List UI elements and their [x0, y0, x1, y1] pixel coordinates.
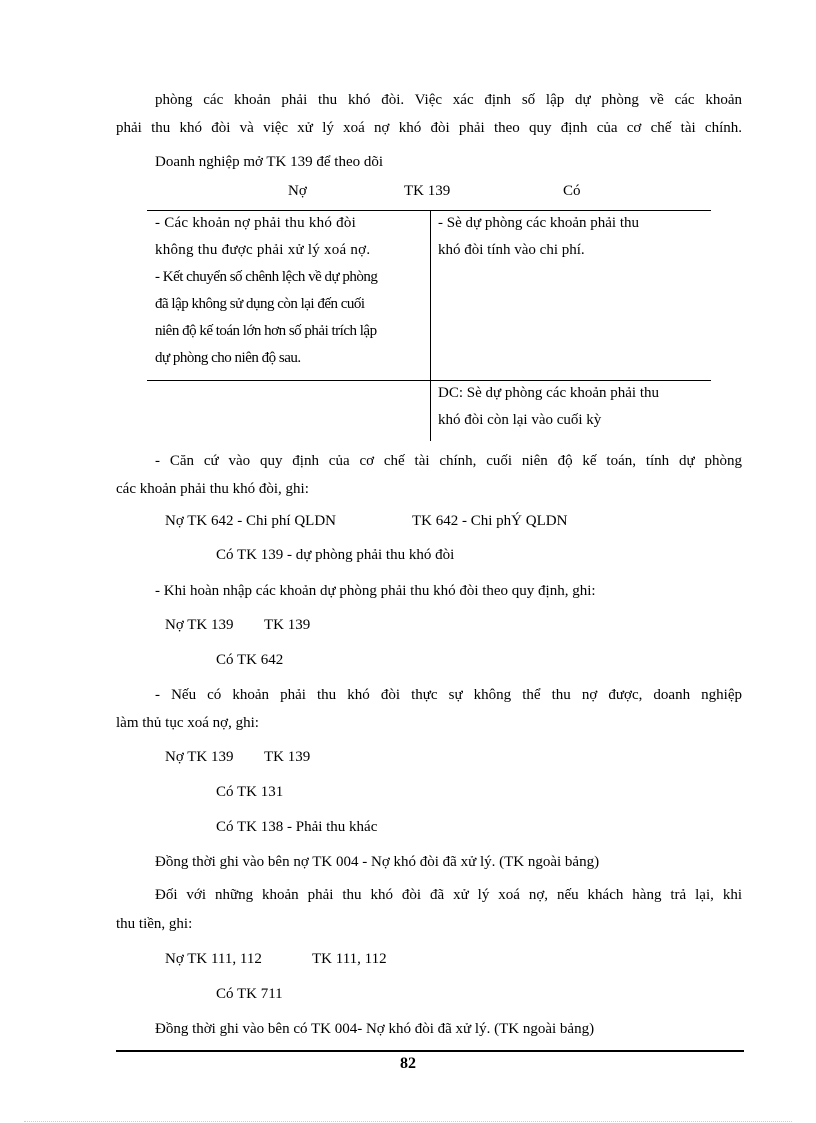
para-1-line-2: các khoản phải thu khó đòi, ghi: — [116, 481, 309, 497]
footer-rule — [116, 1050, 744, 1052]
page-number: 82 — [400, 1055, 416, 1072]
entry-4-debit: Nợ TK 111, 112 — [165, 951, 262, 967]
entry-4-alt: TK 111, 112 — [312, 951, 387, 967]
t-account-divider — [430, 210, 431, 441]
t-account-credit-side — [438, 210, 639, 264]
debit-line: niên độ kế toán lớn hơn số phải trích lập — [155, 323, 377, 339]
entry-1-credit: Có TK 139 - dự phòng phải thu khó đòi — [216, 547, 455, 563]
entry-4-credit: Có TK 711 — [216, 986, 283, 1002]
para-1-line-1: - Căn cứ vào quy định của cơ chế tài chính, cuối niên độ kế toán, tính dự phòng — [155, 453, 742, 469]
para-3-line-2: làm thủ tục xoá nợ, ghi: — [116, 715, 259, 731]
entry-2-alt: TK 139 — [264, 617, 311, 633]
debit-line: - Các khoản nợ phải thu khó đòi — [155, 215, 357, 231]
entry-3-debit: Nợ TK 139 — [165, 749, 234, 765]
balance-line: DC: Sè dự phòng các khoản phải thu — [438, 385, 660, 401]
entry-3-alt: TK 139 — [264, 749, 311, 765]
intro-line-2: phải thu khó đòi và việc xử lý xoá nợ khó đòi phải theo quy định của cơ chế tài chính. — [116, 120, 742, 136]
page-edge-divider — [24, 1121, 792, 1122]
para-5-line-2: thu tiền, ghi: — [116, 916, 193, 932]
t-account-debit-label: Nợ — [288, 183, 307, 199]
entry-3-credit-1: Có TK 131 — [216, 784, 284, 800]
t-account-debit-side — [155, 210, 377, 372]
entry-3-credit-2: Có TK 138 - Phải thu khác — [216, 819, 378, 835]
intro-line-1: phòng các khoản phải thu khó đòi. Việc xác định số lập dự phòng về các khoản — [155, 92, 742, 108]
para-3-line-1: - Nếu có khoản phải thu khó đòi thực sự không thể thu nợ được, doanh nghiệp — [155, 687, 742, 703]
debit-line: không thu được phải xử lý xoá nợ. — [155, 242, 371, 258]
entry-1-alt: TK 642 - Chi phÝ QLDN — [412, 513, 568, 529]
t-account-title: TK 139 — [404, 183, 451, 199]
para-5-line-1: Đối với những khoản phải thu khó đòi đã xử lý xoá nợ, nếu khách hàng trả lại, khi — [155, 887, 742, 903]
credit-line: - Sè dự phòng các khoản phải thu — [438, 215, 639, 231]
entry-2-credit: Có TK 642 — [216, 652, 284, 668]
t-account-credit-label: Có — [563, 183, 581, 199]
credit-line: khó đòi tính vào chi phí. — [438, 242, 585, 258]
t-account-balance — [438, 380, 659, 434]
para-4: Đồng thời ghi vào bên nợ TK 004 - Nợ khó đòi đã xử lý. (TK ngoài bảng) — [155, 854, 600, 870]
entry-2-debit: Nợ TK 139 — [165, 617, 234, 633]
balance-line: khó đòi còn lại vào cuối kỳ — [438, 412, 602, 428]
para-6: Đồng thời ghi vào bên có TK 004- Nợ khó đòi đã xử lý. (TK ngoài bảng) — [155, 1021, 595, 1037]
para-2: - Khi hoàn nhập các khoản dự phòng phải thu khó đòi theo quy định, ghi: — [155, 583, 596, 599]
intro-line-3: Doanh nghiệp mở TK 139 để theo dõi — [155, 154, 384, 170]
debit-line: dự phòng cho niên độ sau. — [155, 350, 301, 366]
debit-line: - Kết chuyển số chênh lệch về dự phòng — [155, 269, 378, 285]
entry-1-debit: Nợ TK 642 - Chi phí QLDN — [165, 513, 336, 529]
debit-line: đã lập không sử dụng còn lại đến cuối — [155, 296, 365, 312]
